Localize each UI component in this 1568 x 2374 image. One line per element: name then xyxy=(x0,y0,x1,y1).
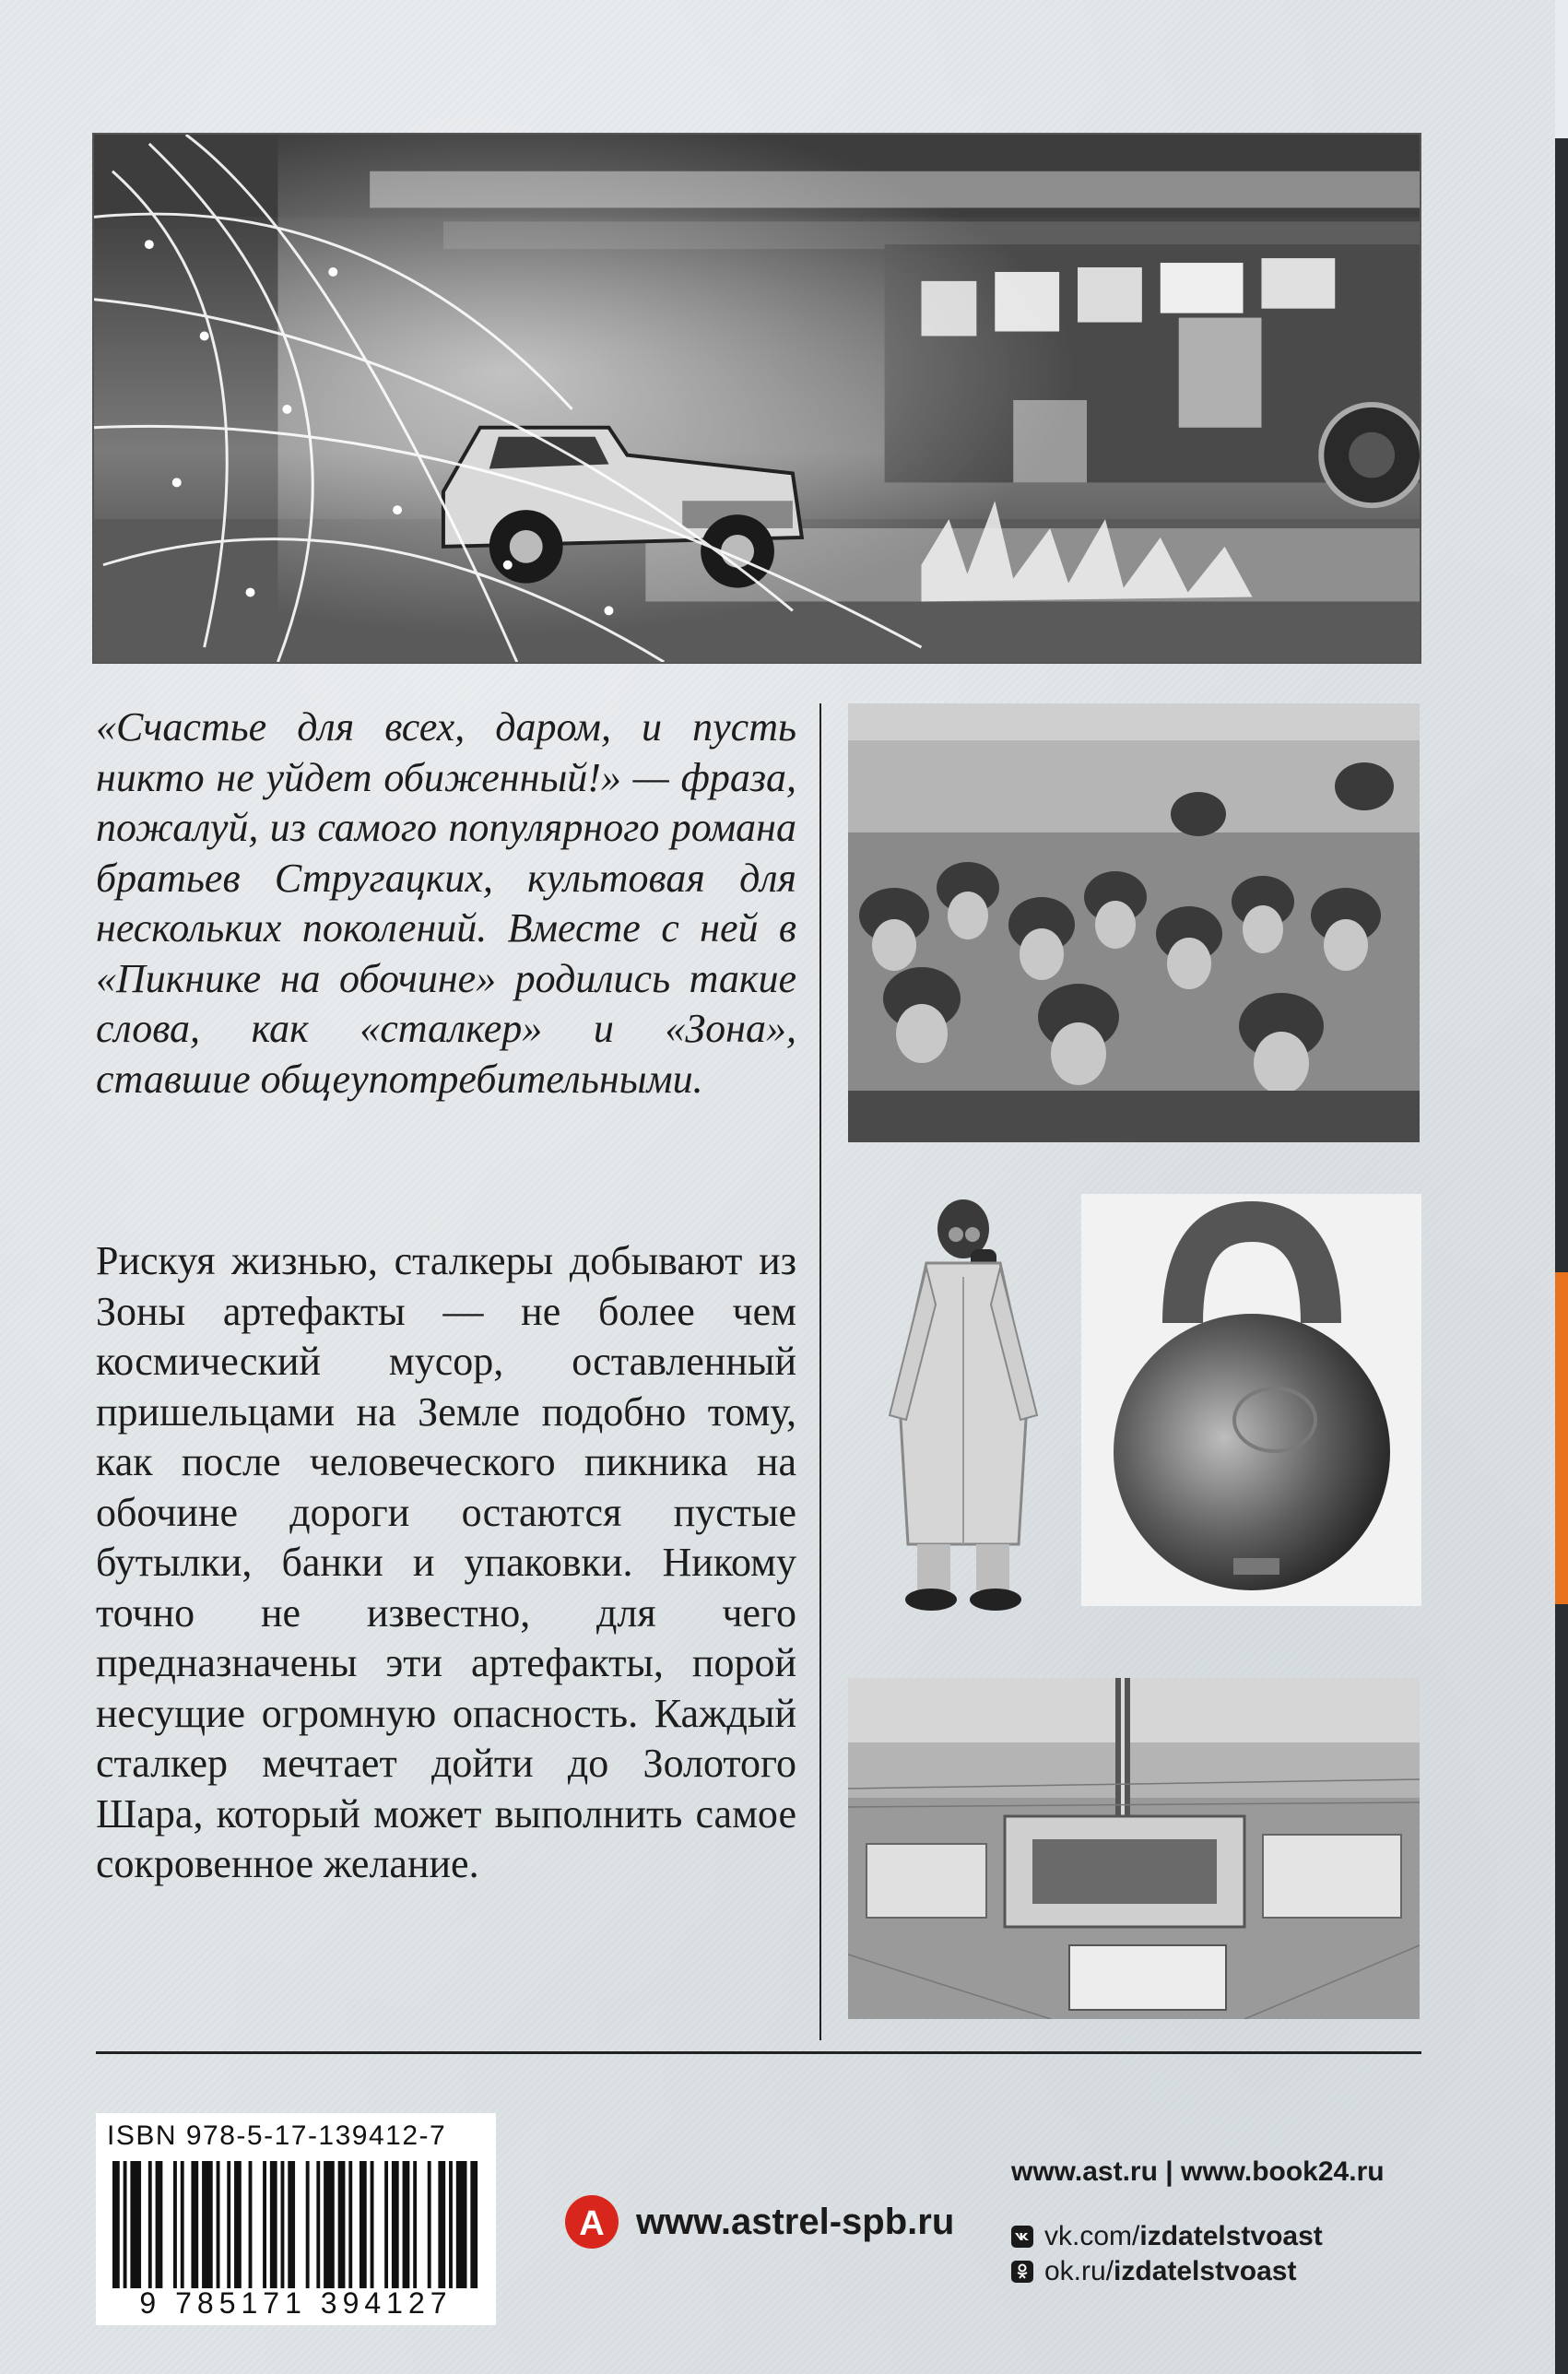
astrel-logo-icon xyxy=(564,2194,619,2250)
barcode-bar xyxy=(324,2161,335,2288)
barcode-bar xyxy=(392,2161,399,2288)
soldiers-photo xyxy=(848,703,1420,1142)
barcode-bar xyxy=(227,2161,230,2288)
vk-link[interactable] xyxy=(1011,2219,1385,2254)
barcode-bar xyxy=(173,2161,177,2288)
barcode-bar xyxy=(130,2161,141,2288)
barcode-bar xyxy=(270,2161,277,2288)
edge-orange-band xyxy=(1555,1272,1568,1604)
barcode-bar xyxy=(456,2161,467,2288)
kettlebell-photo xyxy=(1081,1194,1421,1606)
ok-link[interactable] xyxy=(1011,2254,1385,2289)
publisher-block xyxy=(564,2190,954,2254)
primary-websites[interactable]: www.ast.ru | www.book24.ru xyxy=(1011,2156,1385,2187)
logo-letter: А xyxy=(579,2204,605,2243)
barcode-bar xyxy=(413,2161,417,2288)
description-paragraph: Рискуя жизнью, сталкеры добывают из Зоны артефакты — не более чем космический мусор, оставленный пришельцами на Земле подобно тому, как после человеческого пикника на обочине дороги остаются пустые бутылки, банки и упаковки. Никому точно не известно, для чего предназначены эти артефакты, порой несущие огромную опасность. Каждый сталкер мечтает дойти до Золотого Шара, который может выполнить самое сокровенное желание. xyxy=(96,1238,796,1886)
quote-paragraph: «Счастье для всех, даром, и пусть никто не уйдет обиженный!» — фраза, пожалуй, из самого популярного романа братьев Стругацких, культовая для нескольких поколений. Вместе с ней в «Пикнике на обочине» родились такие слова, как «сталкер» и «Зона», ставшие общеупотребительными. xyxy=(96,704,796,1102)
barcode-bar xyxy=(384,2161,388,2288)
barcode-digits: 9 785171 394127 xyxy=(139,2286,453,2320)
barcode-bar xyxy=(249,2161,253,2288)
barcode-bar xyxy=(112,2161,120,2288)
barcode-bar xyxy=(428,2161,431,2288)
barcode-bar xyxy=(263,2161,266,2288)
isbn-barcode-block xyxy=(96,2113,496,2325)
barcode-bar xyxy=(438,2161,445,2288)
barcode-bar xyxy=(281,2161,285,2288)
barcode-bar xyxy=(360,2161,367,2288)
barcode-bar xyxy=(148,2161,152,2288)
barcode-bar xyxy=(470,2161,477,2288)
publisher-website-link[interactable]: www.astrel-spb.ru xyxy=(636,2201,955,2242)
hazmat-suit-photo xyxy=(880,1194,1046,1613)
power-plant-photo xyxy=(848,1678,1420,2019)
barcode-bar xyxy=(338,2161,346,2288)
isbn-label: ISBN 978-5-17-139412-7 xyxy=(107,2120,447,2151)
barcode-bar xyxy=(348,2161,352,2288)
vertical-divider xyxy=(819,703,821,2040)
barcode-bar xyxy=(371,2161,374,2288)
barcode-bar xyxy=(288,2161,295,2288)
ok-icon xyxy=(1011,2261,1033,2283)
barcode-bar xyxy=(217,2161,220,2288)
barcode-bar xyxy=(191,2161,198,2288)
barcode-bar xyxy=(124,2161,127,2288)
vk-icon xyxy=(1011,2226,1033,2248)
barcode-bar xyxy=(181,2161,184,2288)
ok-handle: izdatelstvoast xyxy=(1114,2256,1297,2286)
warehouse-illustration xyxy=(92,133,1421,664)
barcode xyxy=(112,2161,481,2288)
barcode-bar xyxy=(156,2161,163,2288)
ok-prefix: ok.ru/ xyxy=(1044,2256,1114,2286)
horizontal-divider xyxy=(96,2051,1421,2054)
barcode-bar xyxy=(234,2161,242,2288)
vk-prefix: vk.com/ xyxy=(1044,2221,1140,2251)
barcode-bar xyxy=(202,2161,213,2288)
edge-light-band xyxy=(1555,0,1568,138)
barcode-bar xyxy=(403,2161,410,2288)
publisher-links xyxy=(1011,2156,1385,2289)
barcode-bar xyxy=(316,2161,320,2288)
cover-edge-strip xyxy=(1555,0,1568,2374)
barcode-bar xyxy=(306,2161,310,2288)
barcode-bar xyxy=(449,2161,453,2288)
vk-handle: izdatelstvoast xyxy=(1139,2221,1323,2251)
